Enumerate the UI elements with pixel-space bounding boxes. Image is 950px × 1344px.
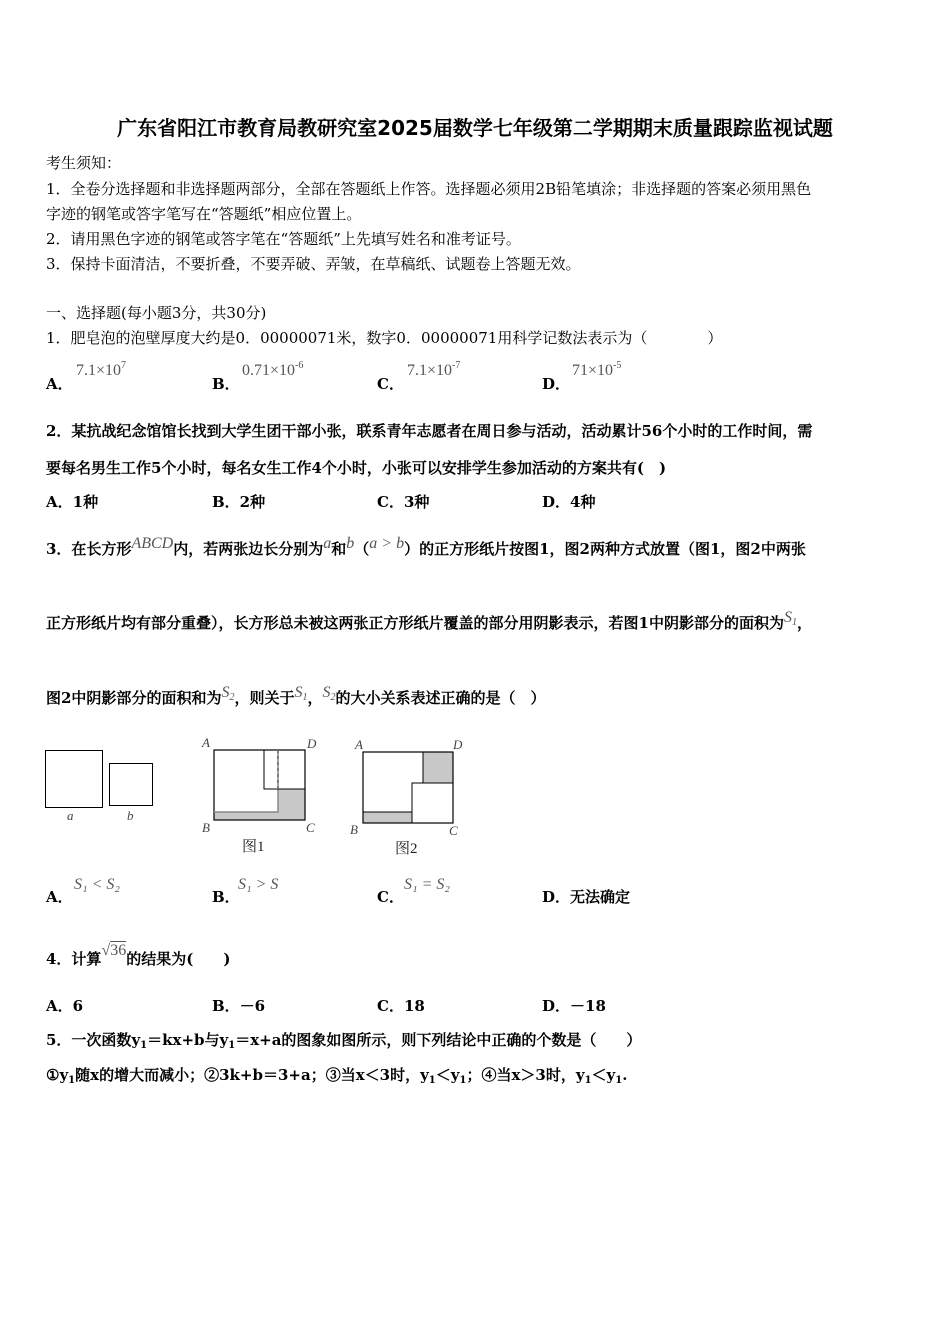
- q1-option-b-label: B．: [212, 375, 240, 393]
- q4-stem: 4．计算√36的结果为( ): [46, 942, 231, 968]
- q3-option-a-expr: S₁ < S₂: [74, 876, 120, 893]
- notice-item-3: 3．保持卡面清洁，不要折叠，不要弄破、弄皱，在草稿纸、试题卷上答题无效。: [46, 255, 581, 273]
- q2-option-d: D．4种: [542, 493, 596, 511]
- q1-stem: 1．肥皂泡的泡壁厚度大约是0．00000071米，数字0．00000071用科学记数法表示为（ ）: [46, 329, 723, 347]
- q1-option-a-label: A．: [46, 375, 73, 393]
- q5-conclusions: $①y_1$随x的增大而减小；②3k+b＝3+a；③当x＜3时，$y_1<y_1$；④当x＞3时，$y_1<y_1$.: [46, 1066, 628, 1086]
- fig2-label-c: C: [449, 823, 458, 838]
- q3-option-c-expr: S₁ = S₂: [404, 876, 450, 893]
- square-a-label: a: [67, 808, 74, 823]
- fig2-label-a: A: [355, 737, 363, 752]
- notice-heading: 考生须知：: [46, 154, 122, 172]
- q3-option-a-label: A．: [46, 888, 73, 906]
- q3-stem-line3: 图2中阴影部分的面积和为$S_2$，则关于$S_1$，$S_2$的大小关系表述正确的是（ ）: [46, 684, 546, 707]
- notice-item-2: 2．请用黑色字迹的钢笔或答字笔在“答题纸”上先填写姓名和准考证号。: [46, 230, 521, 248]
- square-b-label: b: [127, 808, 134, 823]
- q4-option-d: D．－18: [542, 997, 606, 1015]
- figure-1: [198, 733, 328, 858]
- fig2-label-d: D: [453, 737, 463, 752]
- fig1-label-c: C: [306, 820, 315, 835]
- q1-option-a-expr: $7.1\times 10^7$: [76, 360, 127, 379]
- q4-option-a: A．6: [46, 997, 84, 1015]
- q1-option-b-expr: $0.71\times 10^{-6}$: [242, 360, 304, 379]
- fig1-caption: 图1: [242, 839, 265, 855]
- q5-stem: 5．一次函数$y_1=kx+b$与$y_1=x+a$的图象如图所示，则下列结论中正确的个数是（ ）: [46, 1031, 642, 1051]
- fig2-caption: 图2: [395, 841, 418, 857]
- q3-option-b-expr: S₁ > S: [238, 876, 279, 893]
- q3-option-d: D．无法确定: [542, 888, 631, 906]
- q3-stem-line2: 正方形纸片均有部分重叠），长方形总未被这两张正方形纸片覆盖的部分用阴影表示，若图1中阴影部分的面积为$S_1$，: [46, 609, 812, 632]
- fig2-label-b: B: [350, 822, 358, 837]
- notice-item-1: 1．全卷分选择题和非选择题两部分，全部在答题纸上作答。选择题必须用2B铅笔填涂；非选择题的答案必须用黑色: [46, 180, 812, 198]
- squares-a-b-figure: [40, 745, 165, 830]
- q1-option-c-label: C．: [377, 375, 404, 393]
- fig1-label-a: A: [202, 735, 210, 750]
- notice-item-1-cont: 字迹的钢笔或答字笔写在“答题纸”相应位置上。: [46, 205, 362, 223]
- q2-stem-line2: 要每名男生工作5个小时，每名女生工作4个小时，小张可以安排学生参加活动的方案共有( ): [46, 459, 667, 477]
- q3-option-c-label: C．: [377, 888, 404, 906]
- q3-stem-line1: 3．在长方形ABCD内，若两张边长分别为a和b（a > b）的正方形纸片按图1，图2两种方式放置（图1，图2中两张: [46, 535, 806, 558]
- q4-option-c: C．18: [377, 997, 425, 1015]
- q1-option-c-expr: $7.1\times 10^{-7}$: [407, 360, 461, 379]
- figure-2: [347, 733, 477, 858]
- fig1-label-d: D: [307, 736, 317, 751]
- q2-stem-line1: 2．某抗战纪念馆馆长找到大学生团干部小张，联系青年志愿者在周日参与活动，活动累计56个小时的工作时间，需: [46, 422, 813, 440]
- q3-option-b-label: B．: [212, 888, 240, 906]
- q1-option-d-expr: $71\times 10^{-5}$: [572, 360, 622, 379]
- q2-option-c: C．3种: [377, 493, 430, 511]
- page-title: 广东省阳江市教育局教研究室2025届数学七年级第二学期期末质量跟踪监视试题: [117, 116, 833, 140]
- q4-option-b: B．－6: [212, 997, 266, 1015]
- q2-option-a: A．1种: [46, 493, 99, 511]
- q1-option-d-label: D．: [542, 375, 571, 393]
- fig1-label-b: B: [202, 820, 210, 835]
- section-heading: 一、选择题(每小题3分，共30分): [46, 304, 267, 322]
- q2-option-b: B．2种: [212, 493, 266, 511]
